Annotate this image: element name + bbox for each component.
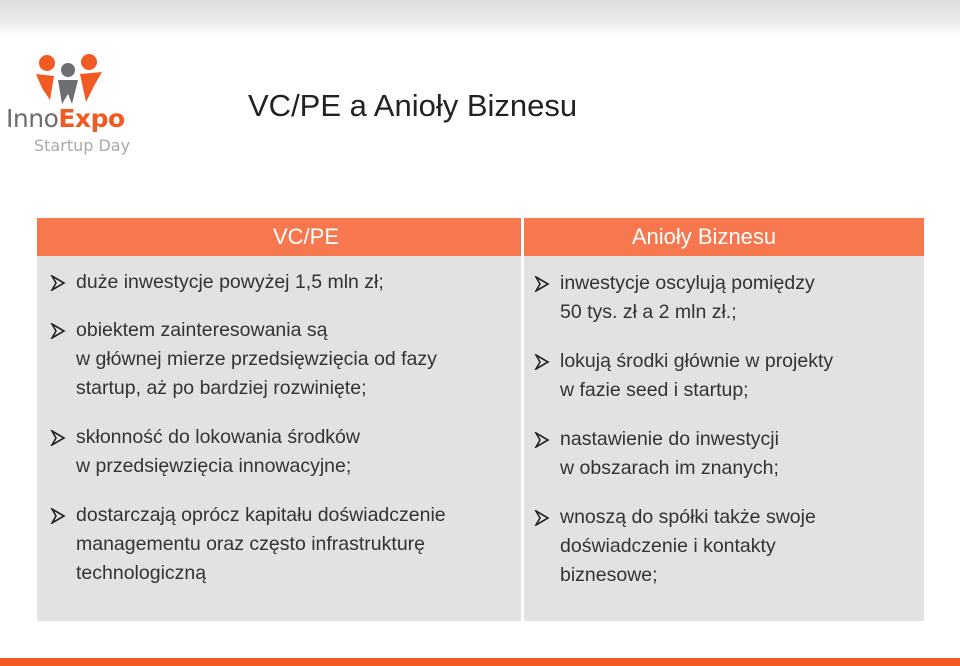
logo-subtitle: Startup Day [34,136,131,155]
bullet-text: lokują środki głównie w projekty w fazie seed i startup; [560,350,834,401]
arrow-bullet-icon [534,510,550,526]
bullet-text: dostarczają oprócz kapitału doświadczenie managementu oraz często infrastrukturę technologiczną [76,504,446,584]
vcpe-column [37,218,521,621]
list-item [50,501,511,588]
business-angels-column-header: Anioły Biznesu [524,218,924,256]
vcpe-bullet-list [37,256,521,588]
arrow-bullet-icon [534,276,550,292]
bullet-text: duże inwestycje powyżej 1,5 mln zł; [76,271,384,293]
list-item [50,268,511,297]
vcpe-column-header: VC/PE [37,218,521,256]
list-item [534,269,914,327]
bullet-text: wnoszą do spółki także swoje doświadczenie i kontakty biznesowe; [560,506,816,586]
list-item [534,425,914,483]
list-item [50,423,511,481]
logo-name-inno: Inno [6,104,59,133]
list-item [534,347,914,405]
arrow-bullet-icon [50,275,66,291]
logo-name-expo: Expo [58,104,125,133]
bottom-accent-bar [0,658,960,666]
business-angels-bullet-list [524,256,924,590]
arrow-bullet-icon [50,323,66,339]
business-angels-column [524,218,924,621]
bullet-text: obiektem zainteresowania są w głównej mierze przedsięwzięcia od fazy startup, aż po bardziej rozwinięte; [76,319,437,399]
logo-wordmark [6,104,125,134]
arrow-bullet-icon [50,430,66,446]
list-item [534,503,914,590]
top-gradient-bar [0,0,960,36]
list-item [50,316,511,403]
bullet-text: nastawienie do inwestycji w obszarach im znanych; [560,428,779,479]
arrow-bullet-icon [534,354,550,370]
bullet-text: skłonność do lokowania środków w przedsięwzięcia innowacyjne; [76,426,360,477]
arrow-bullet-icon [50,508,66,524]
arrow-bullet-icon [534,432,550,448]
slide-title: VC/PE a Anioły Biznesu [248,88,578,123]
bullet-text: inwestycje oscylują pomiędzy 50 tys. zł a 2 mln zł.; [560,272,815,323]
